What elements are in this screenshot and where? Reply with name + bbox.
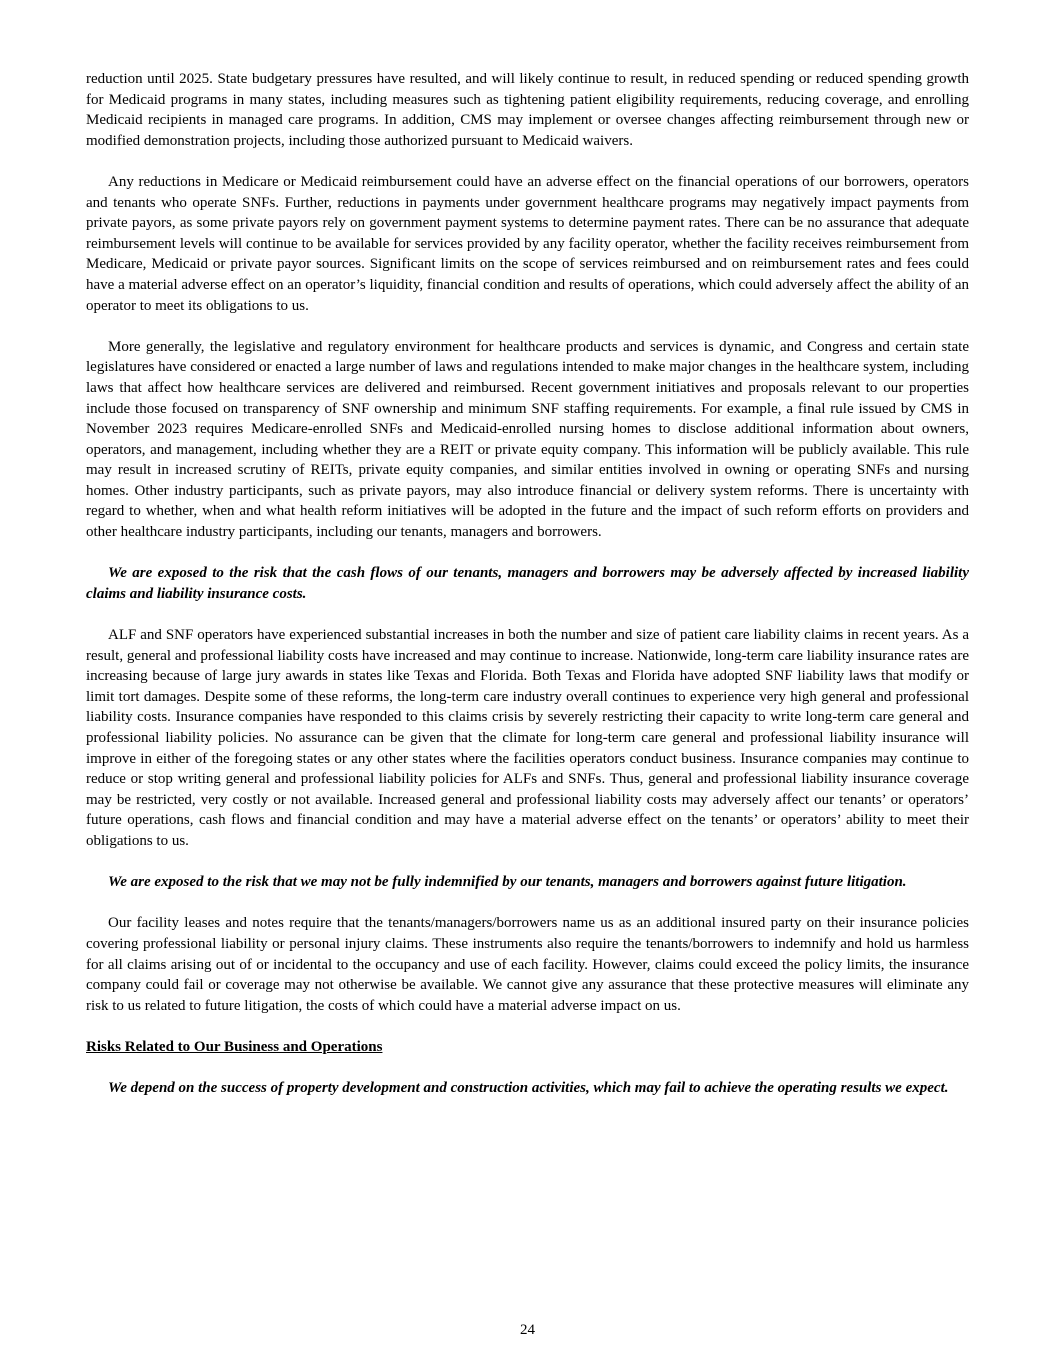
risk-heading-indemnification: We are exposed to the risk that we may not be fully indemnified by our tenants, managers and borrowers against future litigation. — [108, 874, 907, 891]
page-number: 24 — [520, 1322, 535, 1338]
risk-heading-liability-claims: We are exposed to the risk that the cash flows of our tenants, managers and borrowers may be adversely affected by increased liability claims and liability insurance costs. — [86, 565, 969, 602]
body-paragraph-facility-leases: Our facility leases and notes require that the tenants/managers/borrowers name us as an additional insured party on their insurance policies covering professional liability or personal injury claims. These instruments also require the tenants/borrowers to indemnify and hold us harmless for all claims arising out of or incidental to the occupancy and use of each facility. However, claims could exceed the policy limits, the insurance company could fail or coverage may not otherwise be available. We cannot give any assurance that these protective measures will eliminate any risk to us related to future litigation, the costs of which could have a material adverse impact on us. — [86, 915, 969, 1014]
risk-heading-property-development: We depend on the success of property development and construction activities, which may fail to achieve the operating results we expect. — [108, 1080, 949, 1097]
document-page — [86, 69, 969, 1119]
body-paragraph-liability-costs: ALF and SNF operators have experienced substantial increases in both the number and size of patient care liability claims in recent years. As a result, general and professional liability costs have increased and may continue to increase. Nationwide, long-term care liability insurance rates are increasing because of large jury awards in states like Texas and Florida. Both Texas and Florida have adopted SNF liability laws that modify or limit tort damages. Despite some of these reforms, the long-term care industry overall continues to experience very high general and professional liability costs. Insurance companies have responded to this claims crisis by severely restricting their capacity to write long-term care general and professional liability policies. No assurance can be given that the climate for long-term care general and professional liability insurance will improve in either of the foregoing states or any other states where the facilities operators conduct business. Insurance companies may continue to reduce or stop writing general and professional liability policies for ALFs and SNFs. Thus, general and professional liability insurance coverage may be restricted, very costly or not available. Increased general and professional liability costs may adversely affect our tenants’ or operators’ future operations, cash flows and financial condition and may have a material adverse effect on the tenants’ or operators’ ability to meet their obligations to us. — [86, 627, 969, 849]
section-heading-business-operations: Risks Related to Our Business and Operations — [86, 1038, 383, 1055]
body-paragraph-regulatory-environment: More generally, the legislative and regulatory environment for healthcare products and services is dynamic, and Congress and certain state legislatures have considered or enacted a large number of laws and regulations intended to make major changes in the healthcare system, including laws that affect how healthcare services are delivered and reimbursed. Recent government initiatives and proposals relevant to our properties include those focused on transparency of SNF ownership and minimum SNF staffing requirements. For example, a final rule issued by CMS in November 2023 requires Medicare-enrolled SNFs and Medicaid-enrolled nursing homes to disclose additional information about owners, operators, and management, including whether they are a REIT or private equity company. This information will be publicly available. This rule may result in increased scrutiny of REITs, private equity companies, and similar entities involved in owning or operating SNFs and nursing homes. Other industry participants, such as private payors, may also introduce financial or delivery system reforms. There is uncertainty with regard to whether, when and what health reform initiatives will be adopted in the future and the impact of such reform efforts on providers and other healthcare industry participants, including our tenants, managers and borrowers. — [86, 338, 969, 541]
body-paragraph-medicaid-spending: reduction until 2025. State budgetary pressures have resulted, and will likely continue to result, in reduced spending or reduced spending growth for Medicaid programs in many states, including measures such as tightening patient eligibility requirements, reducing coverage, and enrolling Medicaid recipients in managed care programs. In addition, CMS may implement or oversee changes affecting reimbursement through new or modified demonstration projects, including those authorized pursuant to Medicaid waivers. — [86, 71, 969, 149]
body-paragraph-reimbursement-reductions: Any reductions in Medicare or Medicaid reimbursement could have an adverse effect on the financial operations of our borrowers, operators and tenants who operate SNFs. Further, reductions in payments under government healthcare programs may negatively impact payments from private payors, as some private payors rely on government payment systems to determine payment rates. There can be no assurance that adequate reimbursement levels will continue to be available for services provided by any facility operator, whether the facility receives reimbursement from Medicare, Medicaid or private payor sources. Significant limits on the scope of services reimbursed and on reimbursement rates and fees could have a material adverse effect on an operator’s liquidity, financial condition and results of operations, which could adversely affect the ability of an operator to meet its obligations to us. — [86, 173, 969, 314]
